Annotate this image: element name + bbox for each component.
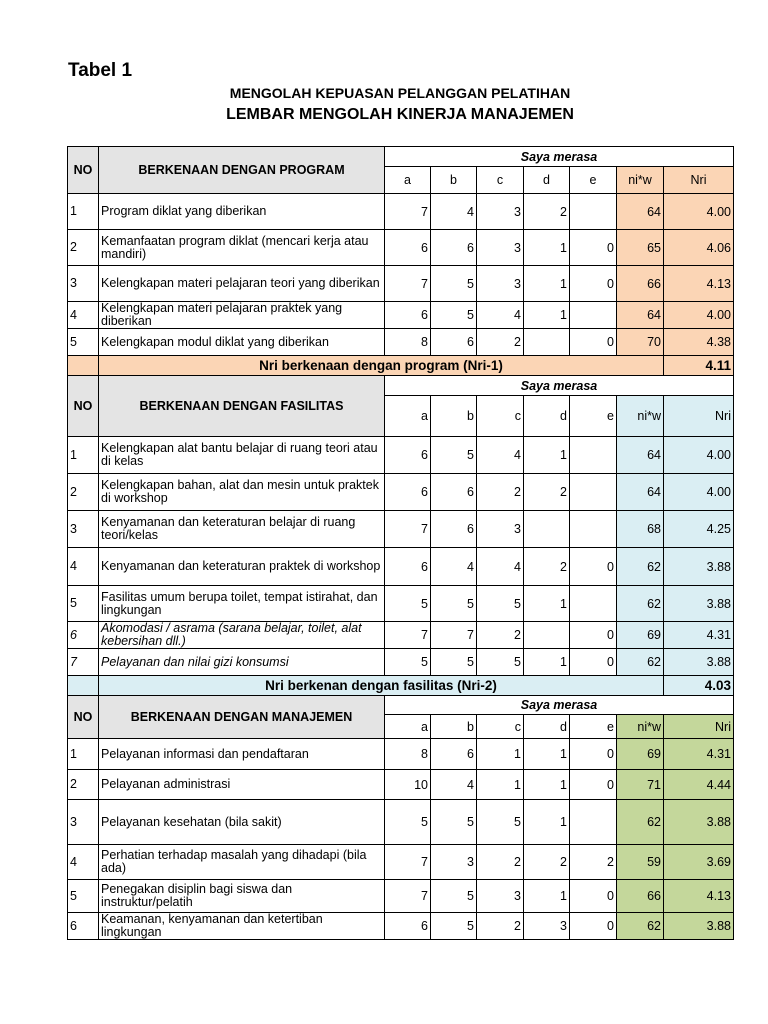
- score-a: 5: [385, 586, 431, 622]
- score-b: 3: [431, 845, 477, 880]
- row-description: Fasilitas umum berupa toilet, tempat istirahat, dan lingkungan: [99, 586, 385, 622]
- table-row: [68, 548, 734, 586]
- score-d: 1: [524, 586, 570, 622]
- column-header: b: [431, 167, 477, 194]
- score-e: 0: [570, 548, 617, 586]
- row-description: Pelayanan dan nilai gizi konsumsi: [99, 649, 385, 676]
- score-b: 6: [431, 329, 477, 356]
- table-row: [68, 329, 734, 356]
- column-header: Nri: [664, 396, 734, 437]
- score-c: 1: [477, 739, 524, 770]
- score-a: 6: [385, 437, 431, 474]
- nri-value: 3.88: [664, 586, 734, 622]
- score-b: 5: [431, 437, 477, 474]
- score-e: [570, 194, 617, 230]
- score-a: 8: [385, 329, 431, 356]
- score-e: 0: [570, 622, 617, 649]
- row-description: Pelayanan informasi dan pendaftaran: [99, 739, 385, 770]
- nri-value: 4.44: [664, 770, 734, 800]
- score-a: 6: [385, 913, 431, 940]
- row-description: Kenyamanan dan keteraturan praktek di workshop: [99, 548, 385, 586]
- table-row: [68, 474, 734, 511]
- row-description: Kelengkapan modul diklat yang diberikan: [99, 329, 385, 356]
- column-header: c: [477, 167, 524, 194]
- section-header-row: [68, 376, 734, 396]
- summary-row: [68, 676, 734, 696]
- score-d: 1: [524, 437, 570, 474]
- nri-value: 4.13: [664, 266, 734, 302]
- score-c: 1: [477, 770, 524, 800]
- column-header: Nri: [664, 715, 734, 739]
- score-b: 6: [431, 511, 477, 548]
- score-b: 4: [431, 194, 477, 230]
- score-c: 5: [477, 649, 524, 676]
- score-b: 5: [431, 302, 477, 329]
- score-c: 3: [477, 194, 524, 230]
- niw-value: 62: [617, 548, 664, 586]
- column-header: a: [385, 715, 431, 739]
- summary-label: Nri berkenaan dengan program (Nri-1): [99, 356, 664, 376]
- column-header: e: [570, 167, 617, 194]
- section-title: BERKENAAN DENGAN FASILITAS: [99, 376, 385, 437]
- score-d: 1: [524, 770, 570, 800]
- score-d: [524, 329, 570, 356]
- row-description: Keamanan, kenyamanan dan ketertiban lingkungan: [99, 913, 385, 940]
- niw-value: 62: [617, 800, 664, 845]
- row-description: Program diklat yang diberikan: [99, 194, 385, 230]
- column-header: a: [385, 396, 431, 437]
- column-header: e: [570, 715, 617, 739]
- table-row: [68, 800, 734, 845]
- section-title: BERKENAAN DENGAN PROGRAM: [99, 147, 385, 194]
- table-row: [68, 845, 734, 880]
- summary-spacer: [68, 676, 99, 696]
- niw-value: 64: [617, 194, 664, 230]
- table-row: [68, 649, 734, 676]
- column-header: e: [570, 396, 617, 437]
- niw-value: 64: [617, 474, 664, 511]
- row-number: 2: [68, 230, 99, 266]
- column-header: d: [524, 396, 570, 437]
- score-b: 5: [431, 649, 477, 676]
- nri-value: 4.00: [664, 474, 734, 511]
- column-header: a: [385, 167, 431, 194]
- row-number: 4: [68, 302, 99, 329]
- score-b: 4: [431, 548, 477, 586]
- nri-value: 4.06: [664, 230, 734, 266]
- nri-value: 4.31: [664, 622, 734, 649]
- score-a: 7: [385, 845, 431, 880]
- table-row: [68, 622, 734, 649]
- score-c: 3: [477, 880, 524, 913]
- score-e: 0: [570, 880, 617, 913]
- score-c: 5: [477, 800, 524, 845]
- row-number: 3: [68, 511, 99, 548]
- score-b: 5: [431, 913, 477, 940]
- score-a: 6: [385, 548, 431, 586]
- score-a: 7: [385, 194, 431, 230]
- score-d: 1: [524, 880, 570, 913]
- summary-value: 4.11: [664, 356, 734, 376]
- row-description: Pelayanan administrasi: [99, 770, 385, 800]
- score-d: 1: [524, 800, 570, 845]
- score-c: 5: [477, 586, 524, 622]
- row-number: 5: [68, 880, 99, 913]
- row-number: 6: [68, 913, 99, 940]
- niw-value: 70: [617, 329, 664, 356]
- score-a: 6: [385, 474, 431, 511]
- score-c: 4: [477, 302, 524, 329]
- nri-value: 4.00: [664, 194, 734, 230]
- score-e: 0: [570, 649, 617, 676]
- document-subtitle: LEMBAR MENGOLAH KINERJA MANAJEMEN: [226, 106, 574, 123]
- nri-value: 3.88: [664, 800, 734, 845]
- column-header: ni*w: [617, 167, 664, 194]
- row-number: 4: [68, 845, 99, 880]
- score-e: 0: [570, 329, 617, 356]
- niw-value: 68: [617, 511, 664, 548]
- row-description: Kelengkapan alat bantu belajar di ruang teori atau di kelas: [99, 437, 385, 474]
- no-header: NO: [68, 376, 99, 437]
- summary-row: [68, 356, 734, 376]
- score-e: 0: [570, 770, 617, 800]
- niw-value: 62: [617, 586, 664, 622]
- score-a: 6: [385, 302, 431, 329]
- no-header: NO: [68, 696, 99, 739]
- score-a: 7: [385, 880, 431, 913]
- nri-value: 4.25: [664, 511, 734, 548]
- row-number: 2: [68, 770, 99, 800]
- summary-label: Nri berkenan dengan fasilitas (Nri-2): [99, 676, 664, 696]
- score-b: 6: [431, 230, 477, 266]
- nri-value: 4.00: [664, 437, 734, 474]
- score-a: 8: [385, 739, 431, 770]
- column-header: b: [431, 396, 477, 437]
- score-e: 0: [570, 266, 617, 302]
- row-number: 5: [68, 586, 99, 622]
- niw-value: 64: [617, 437, 664, 474]
- row-number: 2: [68, 474, 99, 511]
- table-row: [68, 880, 734, 913]
- score-e: 2: [570, 845, 617, 880]
- nri-value: 3.88: [664, 548, 734, 586]
- score-e: [570, 800, 617, 845]
- niw-value: 66: [617, 266, 664, 302]
- row-number: 4: [68, 548, 99, 586]
- score-b: 4: [431, 770, 477, 800]
- score-c: 4: [477, 548, 524, 586]
- row-number: 1: [68, 739, 99, 770]
- nri-value: 4.13: [664, 880, 734, 913]
- section-title: BERKENAAN DENGAN MANAJEMEN: [99, 696, 385, 739]
- score-c: 3: [477, 511, 524, 548]
- score-e: [570, 511, 617, 548]
- score-e: [570, 474, 617, 511]
- row-number: 1: [68, 437, 99, 474]
- score-e: [570, 586, 617, 622]
- score-e: 0: [570, 230, 617, 266]
- nri-value: 3.88: [664, 649, 734, 676]
- table-row: [68, 230, 734, 266]
- nri-value: 4.00: [664, 302, 734, 329]
- saya-merasa-header: Saya merasa: [385, 147, 734, 167]
- nri-value: 4.31: [664, 739, 734, 770]
- score-c: 2: [477, 845, 524, 880]
- row-description: Akomodasi / asrama (sarana belajar, toilet, alat kebersihan dll.): [99, 622, 385, 649]
- score-a: 6: [385, 230, 431, 266]
- nri-value: 3.69: [664, 845, 734, 880]
- score-c: 3: [477, 266, 524, 302]
- score-d: 1: [524, 302, 570, 329]
- score-c: 3: [477, 230, 524, 266]
- score-e: 0: [570, 913, 617, 940]
- score-b: 5: [431, 586, 477, 622]
- score-d: 1: [524, 266, 570, 302]
- niw-value: 71: [617, 770, 664, 800]
- column-header: Nri: [664, 167, 734, 194]
- table-row: [68, 913, 734, 940]
- niw-value: 64: [617, 302, 664, 329]
- score-e: [570, 302, 617, 329]
- row-number: 3: [68, 266, 99, 302]
- score-d: 1: [524, 739, 570, 770]
- score-a: 7: [385, 266, 431, 302]
- summary-value: 4.03: [664, 676, 734, 696]
- score-c: 2: [477, 913, 524, 940]
- score-b: 5: [431, 800, 477, 845]
- survey-table: [67, 146, 734, 940]
- score-d: 2: [524, 474, 570, 511]
- table-row: [68, 739, 734, 770]
- row-description: Kenyamanan dan keteraturan belajar di ruang teori/kelas: [99, 511, 385, 548]
- score-c: 2: [477, 622, 524, 649]
- nri-value: 3.88: [664, 913, 734, 940]
- row-number: 7: [68, 649, 99, 676]
- column-header: c: [477, 396, 524, 437]
- table-row: [68, 302, 734, 329]
- score-b: 7: [431, 622, 477, 649]
- score-d: 2: [524, 845, 570, 880]
- score-d: [524, 511, 570, 548]
- niw-value: 62: [617, 649, 664, 676]
- column-header: c: [477, 715, 524, 739]
- section-header-row: [68, 147, 734, 167]
- summary-spacer: [68, 356, 99, 376]
- section-header-row: [68, 696, 734, 715]
- score-b: 6: [431, 739, 477, 770]
- score-d: 3: [524, 913, 570, 940]
- niw-value: 62: [617, 913, 664, 940]
- row-description: Kelengkapan bahan, alat dan mesin untuk praktek di workshop: [99, 474, 385, 511]
- score-c: 4: [477, 437, 524, 474]
- niw-value: 59: [617, 845, 664, 880]
- score-b: 6: [431, 474, 477, 511]
- column-header: ni*w: [617, 396, 664, 437]
- niw-value: 69: [617, 622, 664, 649]
- row-number: 1: [68, 194, 99, 230]
- column-header: d: [524, 167, 570, 194]
- score-b: 5: [431, 266, 477, 302]
- row-description: Penegakan disiplin bagi siswa dan instruktur/pelatih: [99, 880, 385, 913]
- row-number: 5: [68, 329, 99, 356]
- score-d: 1: [524, 230, 570, 266]
- row-description: Kelengkapan materi pelajaran praktek yang diberikan: [99, 302, 385, 329]
- score-d: 2: [524, 548, 570, 586]
- row-number: 3: [68, 800, 99, 845]
- table-row: [68, 437, 734, 474]
- saya-merasa-header: Saya merasa: [385, 696, 734, 715]
- score-e: 0: [570, 739, 617, 770]
- score-d: [524, 622, 570, 649]
- table-row: [68, 266, 734, 302]
- column-header: b: [431, 715, 477, 739]
- niw-value: 69: [617, 739, 664, 770]
- niw-value: 65: [617, 230, 664, 266]
- score-a: 7: [385, 622, 431, 649]
- row-description: Kelengkapan materi pelajaran teori yang diberikan: [99, 266, 385, 302]
- score-a: 5: [385, 800, 431, 845]
- no-header: NO: [68, 147, 99, 194]
- score-a: 5: [385, 649, 431, 676]
- row-number: 6: [68, 622, 99, 649]
- score-e: [570, 437, 617, 474]
- score-b: 5: [431, 880, 477, 913]
- row-description: Perhatian terhadap masalah yang dihadapi (bila ada): [99, 845, 385, 880]
- score-c: 2: [477, 329, 524, 356]
- column-header: d: [524, 715, 570, 739]
- saya-merasa-header: Saya merasa: [385, 376, 734, 396]
- niw-value: 66: [617, 880, 664, 913]
- nri-value: 4.38: [664, 329, 734, 356]
- score-d: 2: [524, 194, 570, 230]
- table-row: [68, 770, 734, 800]
- column-header: ni*w: [617, 715, 664, 739]
- table-row: [68, 586, 734, 622]
- table-row: [68, 194, 734, 230]
- score-c: 2: [477, 474, 524, 511]
- score-a: 7: [385, 511, 431, 548]
- score-a: 10: [385, 770, 431, 800]
- row-description: Pelayanan kesehatan (bila sakit): [99, 800, 385, 845]
- table-row: [68, 511, 734, 548]
- document-title: MENGOLAH KEPUASAN PELANGGAN PELATIHAN: [229, 85, 571, 101]
- row-description: Kemanfaatan program diklat (mencari kerja atau mandiri): [99, 230, 385, 266]
- score-d: 1: [524, 649, 570, 676]
- table-label: Tabel 1: [68, 60, 133, 81]
